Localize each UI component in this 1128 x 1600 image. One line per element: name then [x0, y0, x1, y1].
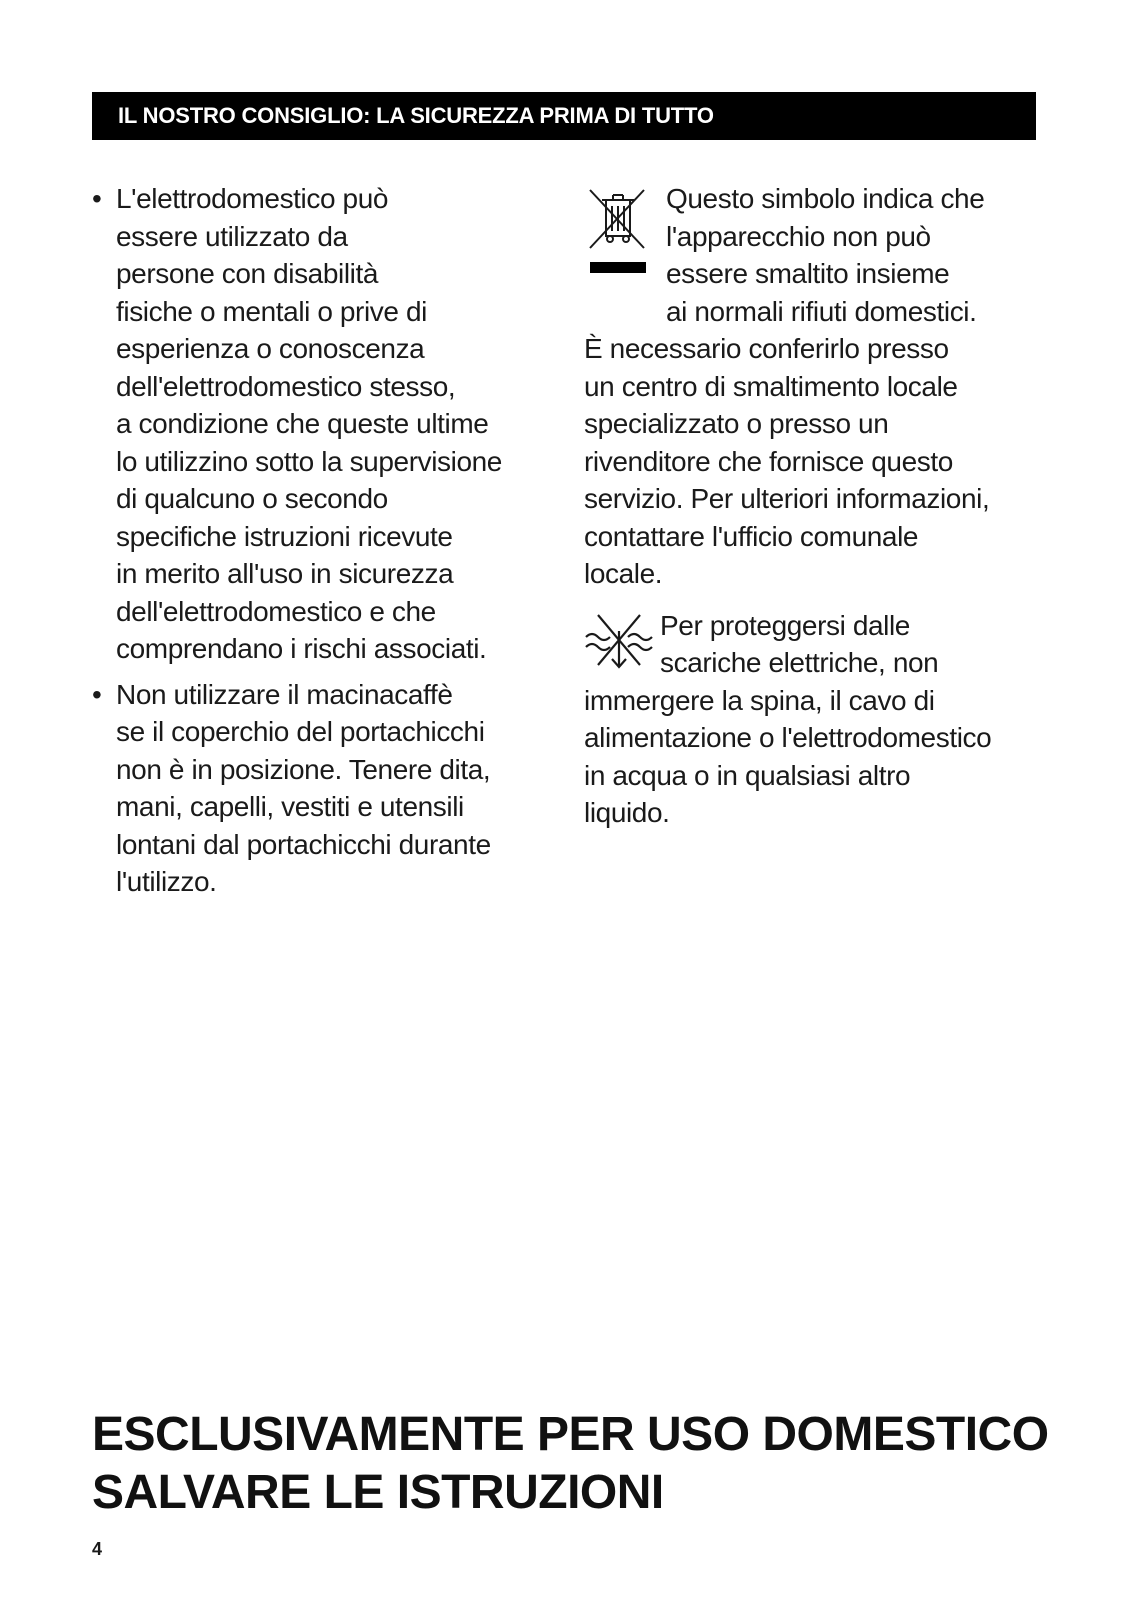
text-line: essere utilizzato da: [116, 220, 348, 252]
text-line: in merito all'uso in sicurezza: [116, 558, 454, 589]
text-line: lo utilizzino sotto la supervisione: [116, 445, 502, 477]
left-column: [92, 180, 562, 909]
text-line: Per proteggersi dalle: [660, 609, 910, 641]
text-line: alimentazione o l'elettrodomestico: [584, 722, 992, 753]
text-line: l'apparecchio non può: [666, 220, 931, 252]
section-header-banner: [92, 92, 1036, 140]
text-line: locale.: [584, 558, 663, 589]
text-line: fisiche o mentali o prive di: [116, 295, 427, 327]
text-line: se il coperchio del portachicchi: [116, 716, 485, 747]
text-line: Non utilizzare il macinacaffè: [116, 678, 453, 710]
text-line: l'utilizzo.: [116, 866, 217, 897]
text-line: non è in posizione. Tenere dita,: [116, 753, 491, 785]
text-line: di qualcuno o secondo: [116, 483, 388, 514]
text-line: persone con disabilità: [116, 258, 379, 289]
electric-shock-warning: [584, 607, 1044, 832]
text-line: un centro di smaltimento locale: [584, 370, 958, 402]
text-line: contattare l'ufficio comunale: [584, 520, 919, 552]
text-line: dell'elettrodomestico stesso,: [116, 370, 456, 402]
right-column: [584, 180, 1044, 832]
text-line: dell'elettrodomestico e che: [116, 595, 436, 627]
bullet-dot: •: [92, 678, 102, 710]
text-line: liquido.: [584, 797, 670, 828]
text-line: scariche elettriche, non: [660, 647, 939, 678]
footer-title-line: SALVARE LE ISTRUZIONI: [92, 1466, 664, 1519]
crossed-out-wheelie-bin-icon: [586, 186, 648, 282]
text-line: specializzato o presso un: [584, 408, 889, 439]
text-line: a condizione che queste ultime: [116, 408, 489, 439]
footer-title: [92, 1406, 1092, 1522]
text-line: mani, capelli, vestiti e utensili: [116, 791, 464, 822]
text-line: specifiche istruzioni ricevute: [116, 520, 453, 552]
text-line: immergere la spina, il cavo di: [584, 684, 935, 716]
bullet-dot: •: [92, 183, 102, 214]
do-not-immerse-in-water-icon: [584, 611, 656, 671]
footer-title-line: ESCLUSIVAMENTE PER USO DOMESTICO: [92, 1408, 1049, 1461]
bullet-item-disabled-persons: [92, 180, 562, 668]
text-line: servizio. Per ulteriori informazioni,: [584, 483, 990, 514]
bullet-item-lid-warning: [92, 676, 562, 901]
text-line: rivenditore che fornisce questo: [584, 445, 953, 477]
text-line: L'elettrodomestico può: [116, 183, 389, 214]
text-line: È necessario conferirlo presso: [584, 333, 949, 364]
text-line: esperienza o conoscenza: [116, 333, 425, 364]
text-line: in acqua o in qualsiasi altro: [584, 759, 911, 791]
text-line: Questo simbolo indica che: [666, 183, 985, 214]
page-number: 4: [92, 1539, 103, 1559]
weee-disposal-notice: [584, 180, 1044, 593]
text-line: comprendano i rischi associati.: [116, 633, 487, 664]
text-line: ai normali rifiuti domestici.: [666, 295, 977, 327]
section-header-title: IL NOSTRO CONSIGLIO: LA SICUREZZA PRIMA DI TUTTO: [118, 103, 714, 128]
text-line: essere smaltito insieme: [666, 258, 950, 289]
text-line: lontani dal portachicchi durante: [116, 828, 491, 860]
